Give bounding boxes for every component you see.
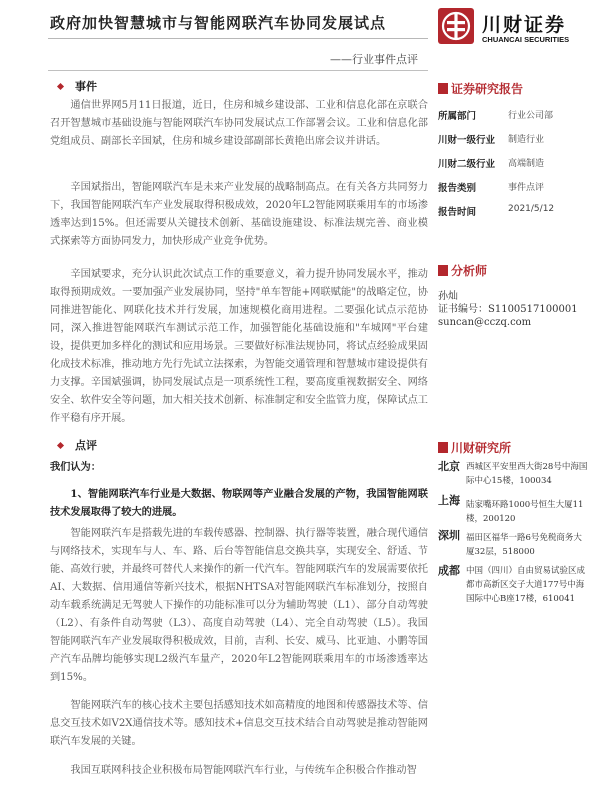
diamond-bullet-icon <box>57 83 64 90</box>
analyst-heading-text: 分析师 <box>451 264 488 278</box>
office-city: 成都 <box>438 564 460 577</box>
event-paragraph-1: 通信世界网5月11日报道，近日，住房和城乡建设部、工业和信息化部在京联合召开智慧城市基础设施与智能网联汽车协同发展试点工作部署会议。工业和信息化部党组成员、副部长辛国斌，住房和城乡建设部副部长黄艳出席会议并讲话。 <box>50 100 428 147</box>
subtitle-divider <box>48 70 428 71</box>
section-marker-icon <box>438 442 448 453</box>
comment-paragraph-1: 智能网联汽车是搭载先进的车载传感器、控制器、执行器等装置，融合现代通信与网络技术，实现车与人、车、路、后台等智能信息交换共享，实现安全、舒适、节能、高效行驶，并最终可替代人来操作的新一代汽车。智能网联汽车的发展需要依托AI、大数据、信用通信等新兴技术，根据NHTSA对智能网联汽车标准划分，按照自动车载系统满足无驾驶人下操作的功能标准可以分为辅助驾驶（L1）、部分自动驾驶（L2）、有条件自动驾驶（L3）、高度自动驾驶（L4）、完全自动驾驶（L5）。我国智能网联汽车产业发展取得积极成效，目前，吉利、长安、威马、比亚迪、小鹏等国产汽车品牌均能够实现L2级汽车量产，2020年L2智能网联乘用车的市场渗透率达到15%。 <box>50 528 428 683</box>
info-label: 所属部门 <box>438 111 477 122</box>
research-institute-heading <box>438 439 511 456</box>
analyst-heading <box>438 262 487 279</box>
analyst-cert: 证书编号：S1100517100001 <box>438 304 578 315</box>
logo-name: 川财证券 <box>482 14 567 36</box>
comment-paragraph-2: 智能网联汽车的核心技术主要包括感知技术如高精度的地图和传感器技术等、信息交互技术如V2X通信技术等。感知技术+信息交互技术结合自动驾驶是推动智能网联汽车发展的关键。 <box>50 700 428 747</box>
info-row <box>438 108 588 132</box>
comment-heading <box>52 437 97 453</box>
office-city: 北京 <box>438 460 460 473</box>
report-info-heading-text: 证券研究报告 <box>451 82 524 96</box>
info-label: 川财一级行业 <box>438 135 496 146</box>
header-divider <box>48 38 428 39</box>
office-chengdu <box>438 562 588 622</box>
office-shanghai <box>438 492 588 528</box>
office-address: 西城区平安里西大街28号中海国际中心15楼，100034 <box>466 462 588 486</box>
research-institute-heading-text: 川财研究所 <box>451 441 512 455</box>
report-subtitle: ——行业事件点评 <box>330 53 418 66</box>
comment-paragraph-3: 我国互联网科技企业积极布局智能网联汽车行业，与传统车企积极合作推动智 <box>70 765 417 776</box>
report-info-heading <box>438 80 523 97</box>
info-row <box>438 156 588 180</box>
event-paragraph-3: 辛国斌要求，充分认识此次试点工作的重要意义，着力提升协同发展水平，推动取得预期成效。一要加强产业发展协同，坚持"单车智能+网联赋能"的战略定位，协同推进智能化、网联化技术并行发展，加速规模化商用进程。二要强化试点示范协同，深入推进智能网联汽车测试示范工作，加强智能化基础设施和"车城网"平台建设，提供更加多样化的测试和应用场景。三要做好标准法规协同，将试点经验成果固化成技术标准，推动地方先行先试立法探索，为智能交通管理和智慧城市建设提供有力支撑。辛国斌强调，协同发展试点是一项系统性工程，要高度重视数据安全、网络安全、软件安全等问题，加大相关技术创新、标准制定和安全监管力度，保障试点工作平稳有序开展。 <box>50 269 428 424</box>
report-info-table <box>438 108 588 228</box>
event-heading <box>52 78 97 94</box>
office-city: 深圳 <box>438 529 460 542</box>
analyst-name: 孙灿 <box>438 291 458 302</box>
office-shenzhen <box>438 527 588 563</box>
comment-lead: 我们认为： <box>50 461 101 473</box>
info-value: 2021/5/12 <box>508 204 555 214</box>
info-row <box>438 180 588 204</box>
event-heading-text: 事件 <box>75 80 97 93</box>
comment-point-1: 1、智能网联汽车行业是大数据、物联网等产业融合发展的产物，我国智能网联技术发展取得了较大的进展。 <box>50 488 428 518</box>
section-marker-icon <box>438 265 448 276</box>
company-logo <box>438 8 588 48</box>
info-value: 事件点评 <box>508 183 545 193</box>
analyst-email: suncan@cczq.com <box>438 317 532 328</box>
analyst-block <box>438 290 588 329</box>
logo-english: CHUANCAI SECURITIES <box>482 35 570 44</box>
info-row <box>438 132 588 156</box>
office-address: 福田区福华一路6号免税商务大厦32层，518000 <box>466 533 582 557</box>
chuancai-logo-icon <box>438 8 474 44</box>
diamond-bullet-icon <box>57 442 64 449</box>
info-row <box>438 204 588 228</box>
info-value: 行业公司部 <box>508 111 554 121</box>
info-label: 报告时间 <box>438 207 477 218</box>
info-label: 报告类别 <box>438 183 477 194</box>
office-city: 上海 <box>438 494 460 507</box>
office-address: 陆家嘴环路1000号恒生大厦11楼，200120 <box>466 500 584 524</box>
office-beijing <box>438 458 588 494</box>
section-marker-icon <box>438 83 448 94</box>
office-address: 中国（四川）自由贸易试验区成都市高新区交子大道177号中海国际中心B座17楼，610041 <box>466 566 586 604</box>
comment-heading-text: 点评 <box>75 439 97 452</box>
info-label: 川财二级行业 <box>438 159 496 170</box>
event-paragraph-2: 辛国斌指出，智能网联汽车是未来产业发展的战略制高点。在有关各方共同努力下，我国智能网联汽车产业发展取得积极成效，2020年L2智能网联乘用车的市场渗透率达到15%。但还需要从关键技术创新、基础设施建设、标准法规完善、商业模式探索等方面协同发力，加快形成产业竞争优势。 <box>50 182 428 247</box>
report-title: 政府加快智慧城市与智能网联汽车协同发展试点 <box>50 14 387 32</box>
info-value: 制造行业 <box>508 135 545 145</box>
info-value: 高端制造 <box>508 159 545 169</box>
